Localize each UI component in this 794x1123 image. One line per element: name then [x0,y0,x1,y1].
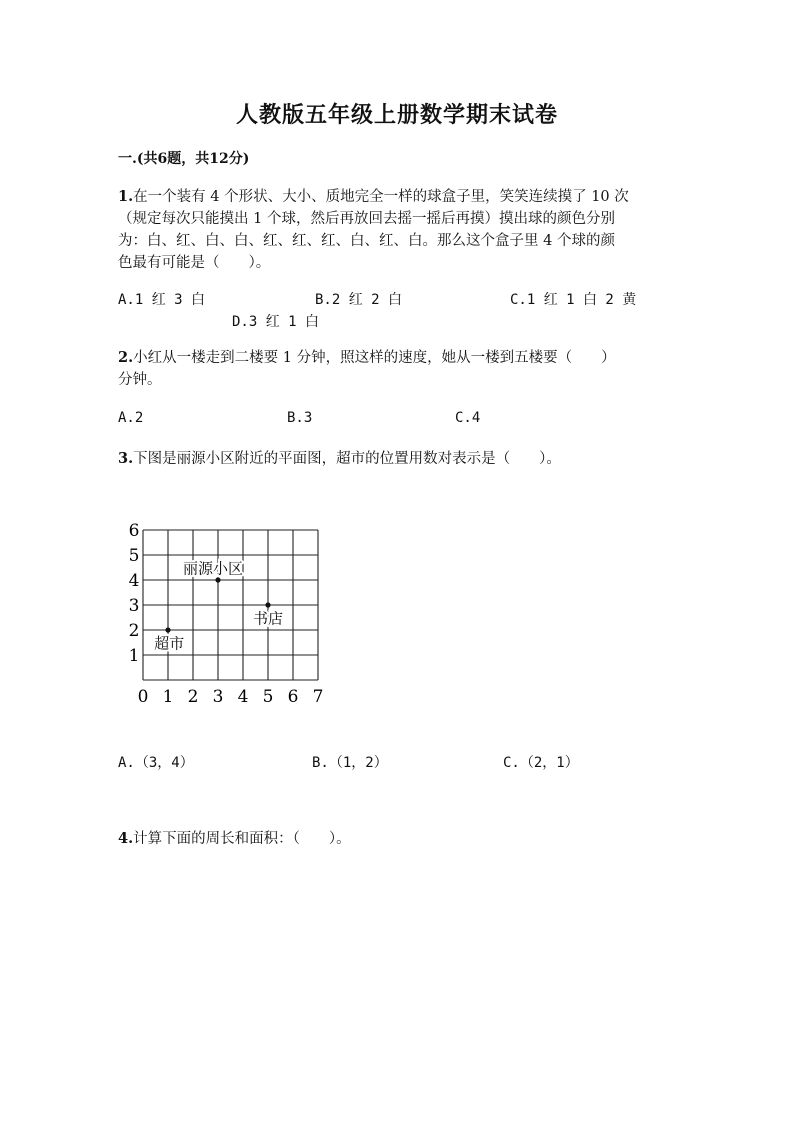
y-tick-label: 6 [128,521,140,541]
community-label: 丽源小区 [183,559,244,578]
y-tick-label: 3 [128,596,140,616]
supermarket-label: 超市 [154,634,185,653]
question-1-line-2: （规定每次只能摸出 1 个球，然后再放回去摇一摇后再摸）摸出球的颜色分别 [118,211,615,227]
bookstore-point [265,602,270,607]
question-1 [118,186,629,208]
q2-option-c[interactable]: C.4 [455,410,481,426]
y-tick-label: 5 [128,546,140,566]
question-2 [118,347,616,369]
question-2-number: 2. [118,349,134,366]
question-3 [118,448,561,470]
q2-option-a[interactable]: A.2 [118,410,144,426]
y-axis-ticks [129,521,140,666]
x-tick-label: 2 [187,687,199,707]
question-1-line-4: 色最有可能是（ ）。 [118,255,271,271]
question-4-number: 4. [118,830,134,847]
x-tick-label: 4 [237,687,249,707]
question-1-number: 1. [118,188,134,205]
community-point [215,577,220,582]
question-1-line-1: 在一个装有 4 个形状、大小、质地完全一样的球盒子里，笑笑连续摸了 10 次 [133,189,629,205]
q1-option-c[interactable]: C.1 红 1 白 2 黄 [510,292,637,308]
q3-option-c[interactable]: C.（2，1） [503,755,579,771]
y-tick-label: 4 [128,571,140,591]
q2-option-b[interactable]: B.3 [287,410,313,426]
question-4 [118,828,351,850]
question-1-line-3: 为：白、红、白、白、红、红、红、白、红、白。那么这个盒子里 4 个球的颜 [118,233,615,249]
x-tick-label: 5 [262,687,274,707]
x-tick-label: 6 [287,687,299,707]
question-3-number: 3. [118,450,134,467]
q3-option-a[interactable]: A.（3，4） [118,755,194,771]
question-3-text: 下图是丽源小区附近的平面图，超市的位置用数对表示是（ ）。 [133,451,561,467]
x-tick-label: 7 [312,687,324,707]
question-2-line-1: 小红从一楼走到二楼要 1 分钟，照这样的速度，她从一楼到五楼要（ ） [133,350,616,366]
bookstore-label: 书店 [252,609,284,628]
q1-option-b[interactable]: B.2 红 2 白 [315,292,403,308]
grid-lines [143,530,318,680]
question-2-line-2: 分钟。 [118,372,162,388]
x-tick-label: 1 [162,687,174,707]
x-tick-label: 0 [137,687,149,707]
q1-option-a[interactable]: A.1 红 3 白 [118,292,206,308]
y-tick-label: 2 [128,621,140,641]
section-heading: 一.(共6题，共12分) [118,151,250,167]
page-title: 人教版五年级上册数学期末试卷 [235,102,558,128]
x-axis-ticks [138,687,324,707]
q1-option-d[interactable]: D.3 红 1 白 [232,314,320,330]
y-tick-label: 1 [128,646,140,666]
q3-option-b[interactable]: B.（1，2） [312,755,388,771]
question-4-text: 计算下面的周长和面积：（ ）。 [133,831,351,847]
coordinate-grid-figure [118,520,338,710]
supermarket-point [165,627,170,632]
x-tick-label: 3 [212,687,224,707]
